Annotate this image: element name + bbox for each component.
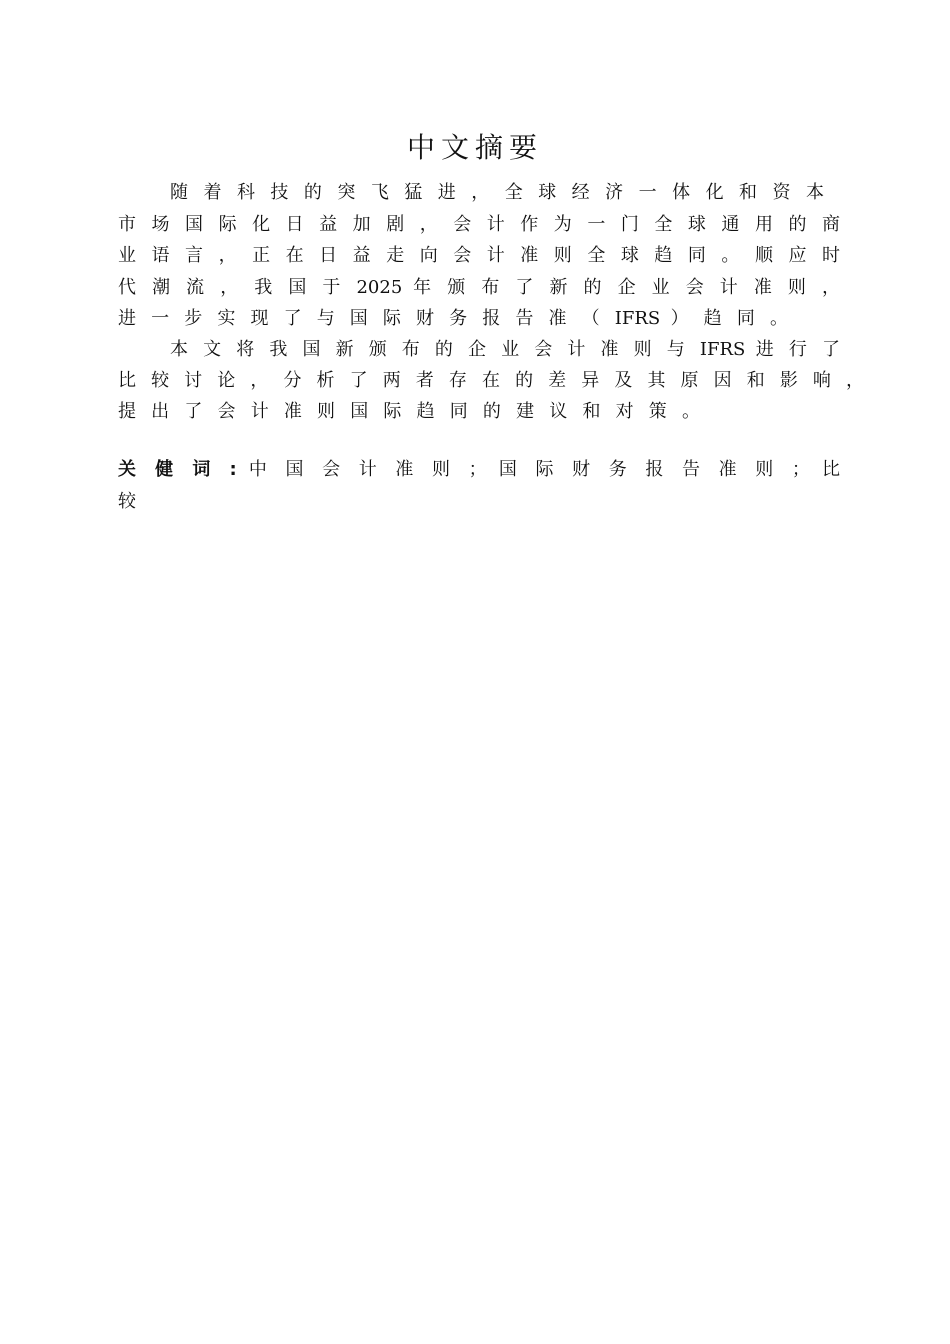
- page-title: 中文摘要: [406, 131, 543, 164]
- paragraph-1-line-5: 进 一 步 实 现 了 与 国 际 财 务 报 告 准 （ IFRS ） 趋 同 。: [118, 308, 788, 329]
- paragraph-1-line-1: 随 着 科 技 的 突 飞 猛 进 ， 全 球 经 济 一 体 化 和 资 本: [170, 182, 824, 203]
- paragraph-1-line-2: 市 场 国 际 化 日 益 加 剧 ， 会 计 作 为 一 门 全 球 通 用 的 商: [118, 214, 840, 235]
- keywords-wrap-line: 较: [118, 491, 144, 512]
- keywords-line: [118, 458, 840, 482]
- keywords-label: 关 健 词 :: [118, 459, 237, 480]
- keywords-text: 中 国 会 计 准 则 ； 国 际 财 务 报 告 准 则 ； 比: [248, 459, 841, 480]
- paragraph-2-line-3: 提 出 了 会 计 准 则 国 际 趋 同 的 建 议 和 对 策 。: [118, 401, 700, 422]
- paragraph-2-line-1: 本 文 将 我 国 新 颁 布 的 企 业 会 计 准 则 与 IFRS 进 行 了: [170, 339, 840, 360]
- paragraph-2-line-2: 比 较 讨 论 ， 分 析 了 两 者 存 在 的 差 异 及 其 原 因 和 影 响 ，: [118, 370, 864, 391]
- paragraph-1-line-3: 业 语 言 ， 正 在 日 益 走 向 会 计 准 则 全 球 趋 同 。 顺 应 时: [118, 245, 840, 266]
- paragraph-1-line-4: 代 潮 流 ， 我 国 于 2025 年 颁 布 了 新 的 企 业 会 计 准 则 ，: [118, 277, 840, 298]
